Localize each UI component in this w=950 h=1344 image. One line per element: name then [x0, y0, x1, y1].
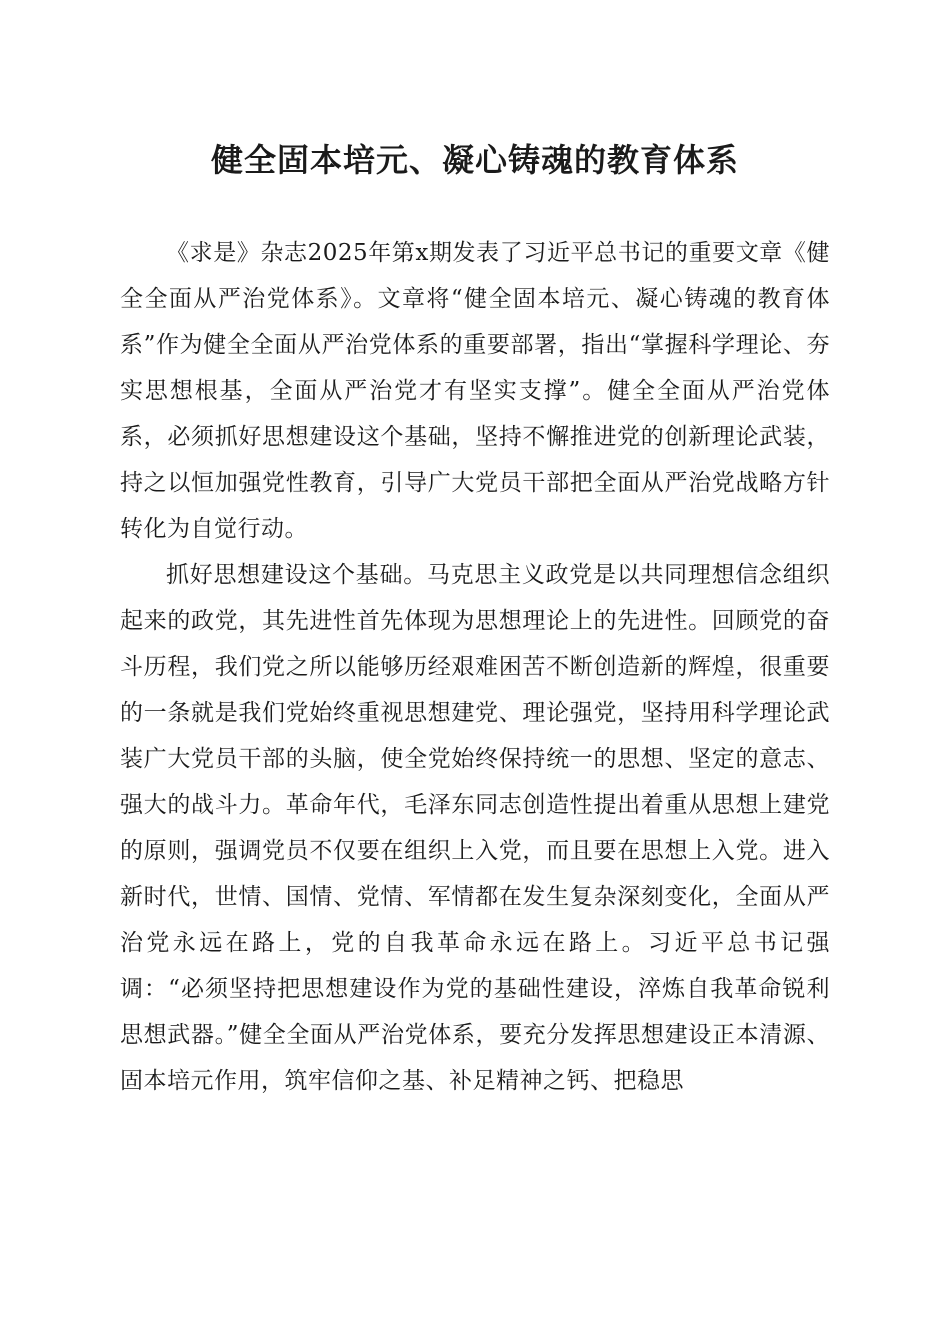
document-body	[120, 230, 830, 1104]
document-title: 健全固本培元、凝心铸魂的教育体系	[210, 141, 739, 179]
paragraph-intro: 《求是》杂志2025年第x期发表了习近平总书记的重要文章《健全全面从严治党体系》。文章将“健全固本培元、凝心铸魂的教育体系”作为健全全面从严治党体系的重要部署，指出“掌握科学理论、夯实思想根基，全面从严治党才有坚实支撑”。健全全面从严治党体系，必须抓好思想建设这个基础，坚持不懈推进党的创新理论武装，持之以恒加强党性教育，引导广大党员干部把全面从严治党战略方针转化为自觉行动。	[120, 240, 830, 542]
paragraph-ideological-foundation: 抓好思想建设这个基础。马克思主义政党是以共同理想信念组织起来的政党，其先进性首先体现为思想理论上的先进性。回顾党的奋斗历程，我们党之所以能够历经艰难困苦不断创造新的辉煌，很重要的一条就是我们党始终重视思想建党、理论强党，坚持用科学理论武装广大党员干部的头脑，使全党始终保持统一的思想、坚定的意志、强大的战斗力。革命年代，毛泽东同志创造性提出着重从思想上建党的原则，强调党员不仅要在组织上入党，而且要在思想上入党。进入新时代，世情、国情、党情、军情都在发生复杂深刻变化，全面从严治党永远在路上，党的自我革命永远在路上。习近平总书记强调：“必须坚持把思想建设作为党的基础性建设，淬炼自我革命锐利思想武器。”健全全面从严治党体系，要充分发挥思想建设正本清源、固本培元作用，筑牢信仰之基、补足精神之钙、把稳思	[120, 562, 830, 1094]
